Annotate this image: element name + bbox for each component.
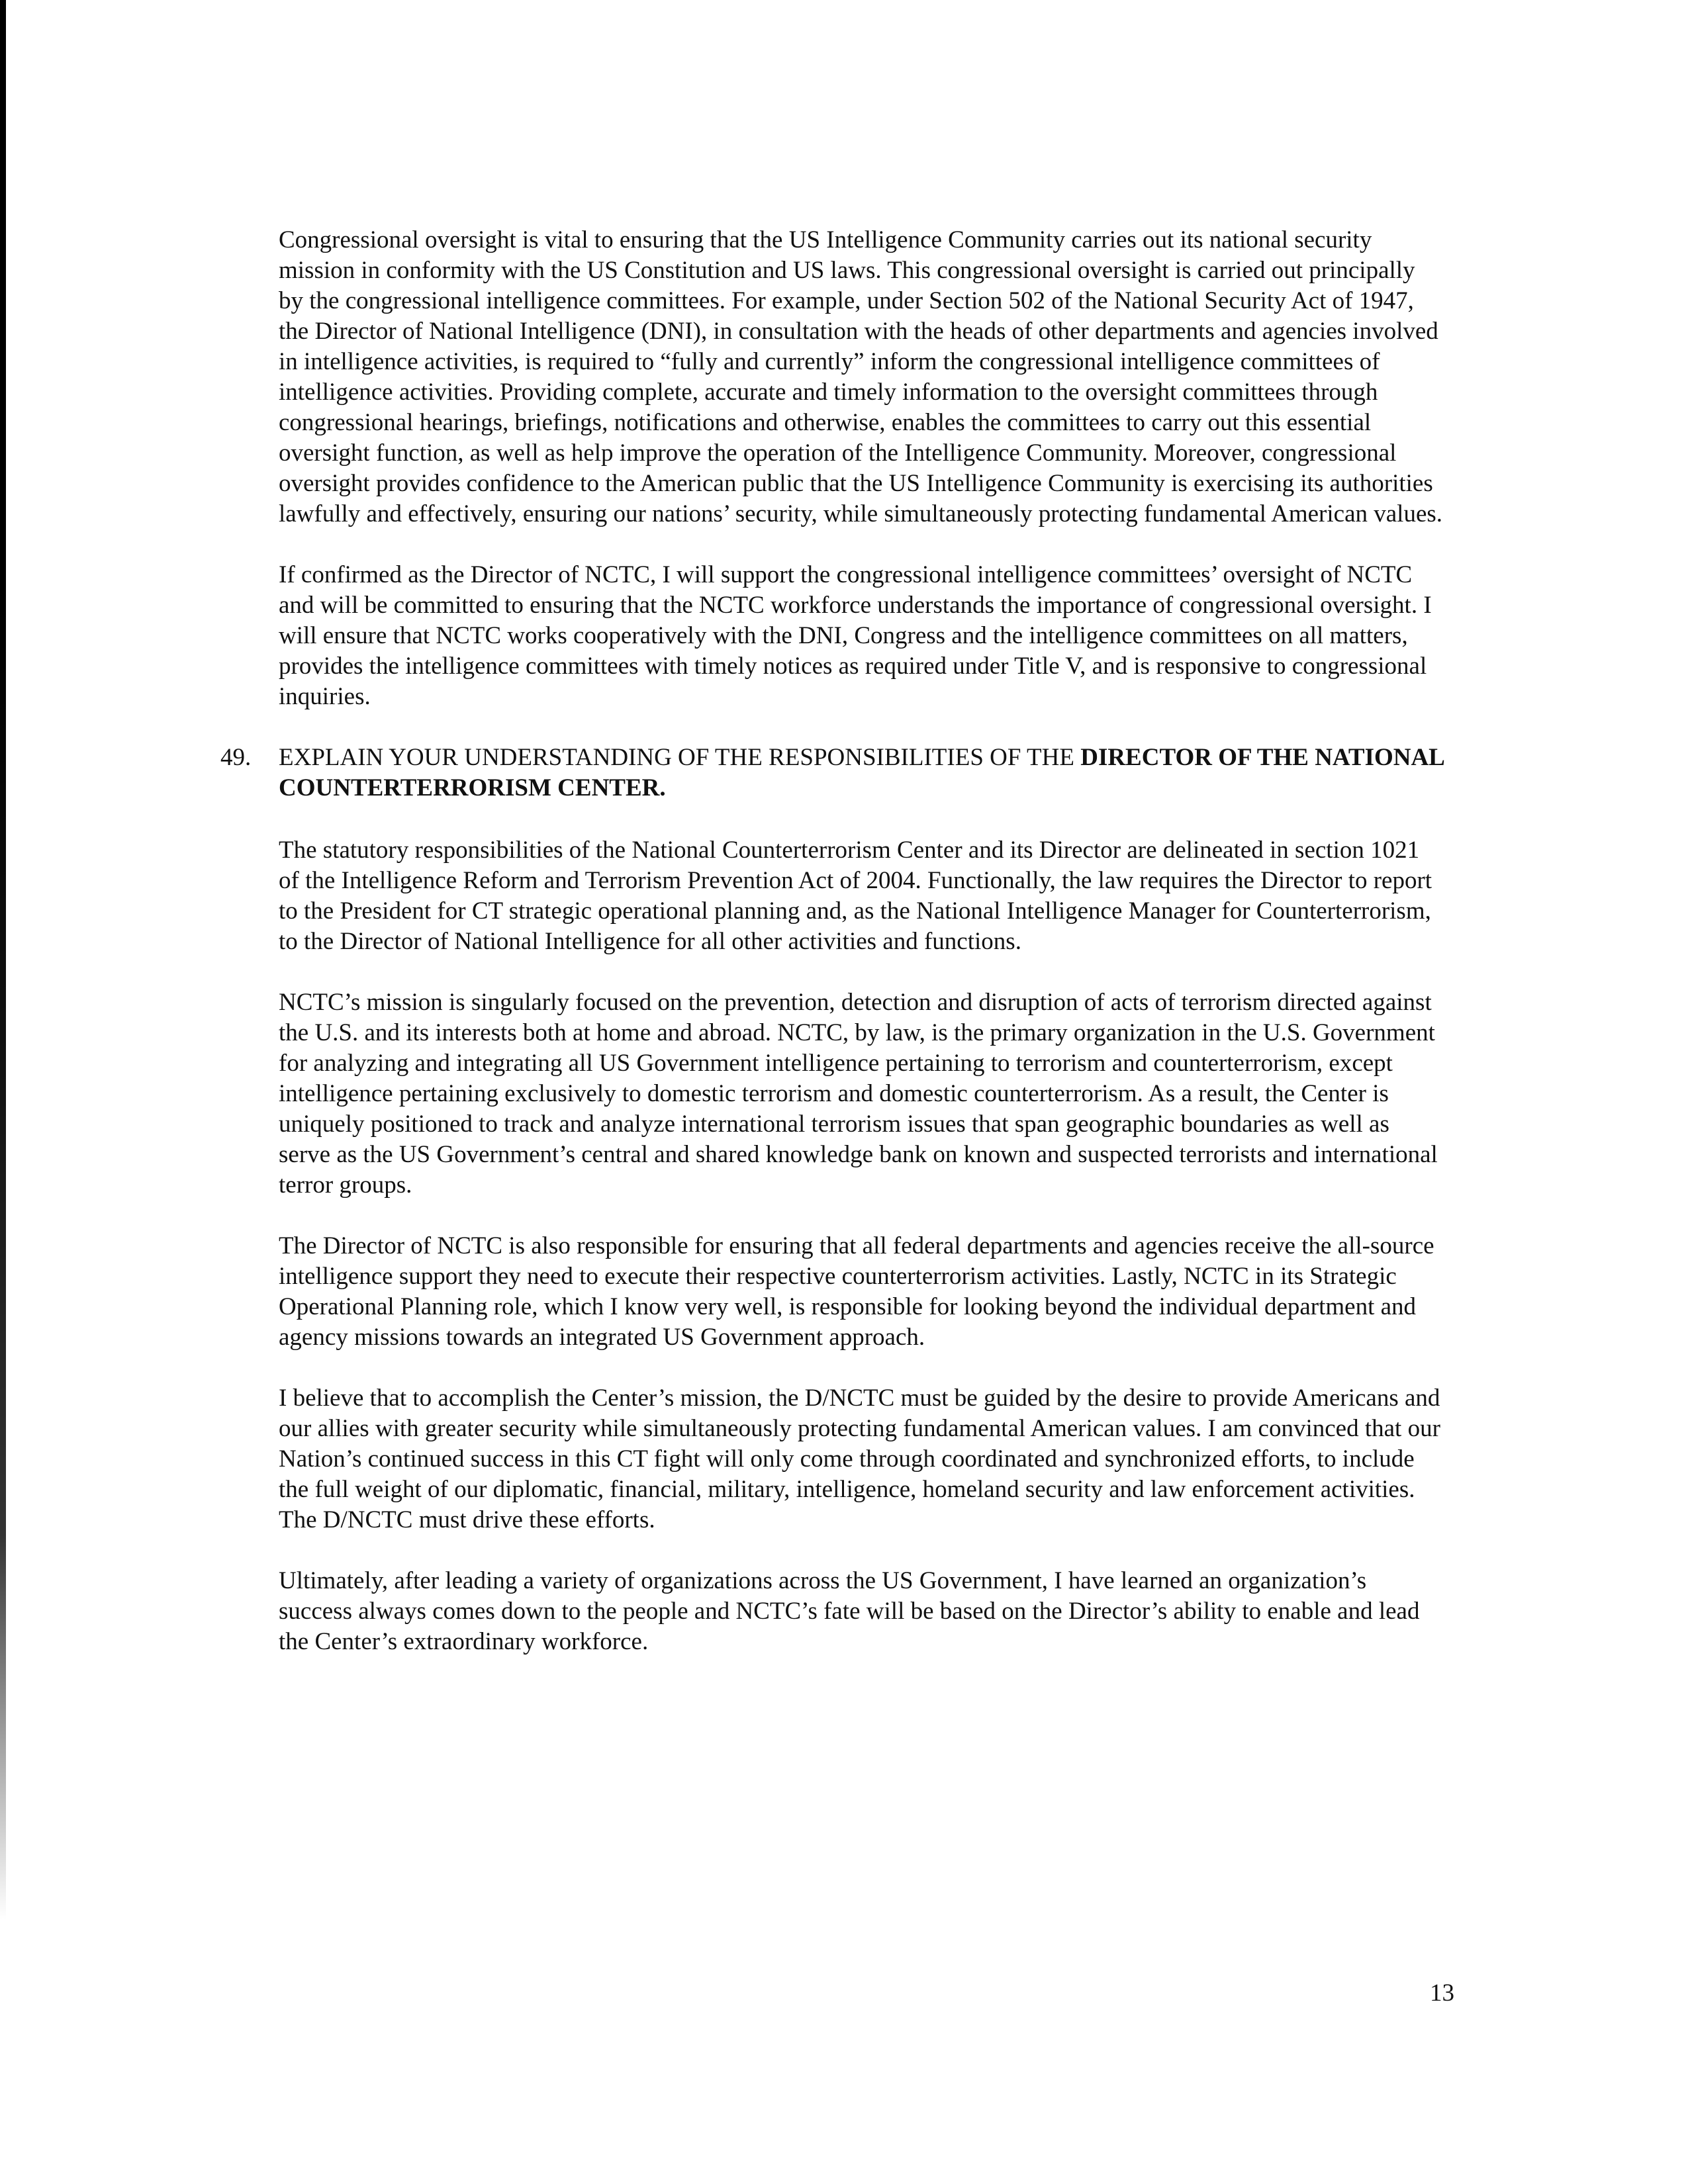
- document-page: [220, 225, 1444, 1688]
- question-number: 49.: [220, 744, 252, 771]
- paragraph-belief: I believe that to accomplish the Center’s mission, the D/NCTC must be guided by the desire to provide Americans and our allies with greater security while simultaneously protecting fundamental American values. I am convinced that our Nation’s continued success in this CT fight will only come through coordinated and synchronized efforts, to include the full weight of our diplomatic, financial, military, intelligence, homeland security and law enforcement activities. The D/NCTC must drive these efforts.: [279, 1385, 1440, 1533]
- paragraph-director-responsibilities: The Director of NCTC is also responsible for ensuring that all federal departments and agencies receive the all-source intelligence support they need to execute their respective counterterrorism activities. Lastly, NCTC in its Strategic Operational Planning role, which I know very well, is responsible for looking beyond the individual department and agency missions towards an integrated US Government approach.: [279, 1232, 1434, 1351]
- paragraph-mission: NCTC’s mission is singularly focused on the prevention, detection and disruption of acts of terrorism directed against the U.S. and its interests both at home and abroad. NCTC, by law, is the primary organization in the U.S. Government for analyzing and integrating all US Government intelligence pertaining to terrorism and counterterrorism, except intelligence pertaining exclusively to domestic terrorism and domestic counterterrorism. As a result, the Center is uniquely positioned to track and analyze international terrorism issues that span geographic boundaries as well as serve as the US Government’s central and shared knowledge bank on known and suspected terrorists and international terror groups.: [279, 989, 1438, 1199]
- question-49: [220, 743, 1444, 803]
- paragraph-statutory: The statutory responsibilities of the National Counterterrorism Center and its Director are delineated in section 1021 of the Intelligence Reform and Terrorism Prevention Act of 2004. Functionally, the law requires the Director to report to the President for CT strategic operational planning and, as the National Intelligence Manager for Counterterrorism, to the Director of National Intelligence for all other activities and functions.: [279, 837, 1432, 955]
- paragraph-conclusion: Ultimately, after leading a variety of organizations across the US Government, I have learned an organization’s success always comes down to the people and NCTC’s fate will be based on the Director’s ability to enable and lead the Center’s extraordinary workforce.: [279, 1567, 1420, 1655]
- question-text: [279, 744, 1444, 801]
- question-text-bold: DIRECTOR OF THE NATIONAL COUNTERTERRORISM CENTER.: [279, 744, 1444, 801]
- paragraph-confirmation-commitment: If confirmed as the Director of NCTC, I will support the congressional intelligence committees’ oversight of NCTC and will be committed to ensuring that the NCTC workforce understands the importance of congressional oversight. I will ensure that NCTC works cooperatively with the DNI, Congress and the intelligence committees on all matters, provides the intelligence committees with timely notices as required under Title V, and is responsive to congressional inquiries.: [279, 561, 1432, 710]
- paragraph-oversight: Congressional oversight is vital to ensuring that the US Intelligence Community carries out its national security mission in conformity with the US Constitution and US laws. This congressional oversight is carried out principally by the congressional intelligence committees. For example, under Section 502 of the National Security Act of 1947, the Director of National Intelligence (DNI), in consultation with the heads of other departments and agencies involved in intelligence activities, is required to “fully and currently” inform the congressional intelligence committees of intelligence activities. Providing complete, accurate and timely information to the oversight committees through congressional hearings, briefings, notifications and otherwise, enables the committees to carry out this essential oversight function, as well as help improve the operation of the Intelligence Community. Moreover, congressional oversight provides confidence to the American public that the US Intelligence Community is exercising its authorities lawfully and effectively, ensuring our nations’ security, while simultaneously protecting fundamental American values.: [279, 226, 1443, 527]
- scan-edge-bar: [0, 0, 6, 1919]
- question-text-plain: EXPLAIN YOUR UNDERSTANDING OF THE RESPONSIBILITIES OF THE: [279, 744, 1081, 771]
- page-number: 13: [1430, 1979, 1454, 2007]
